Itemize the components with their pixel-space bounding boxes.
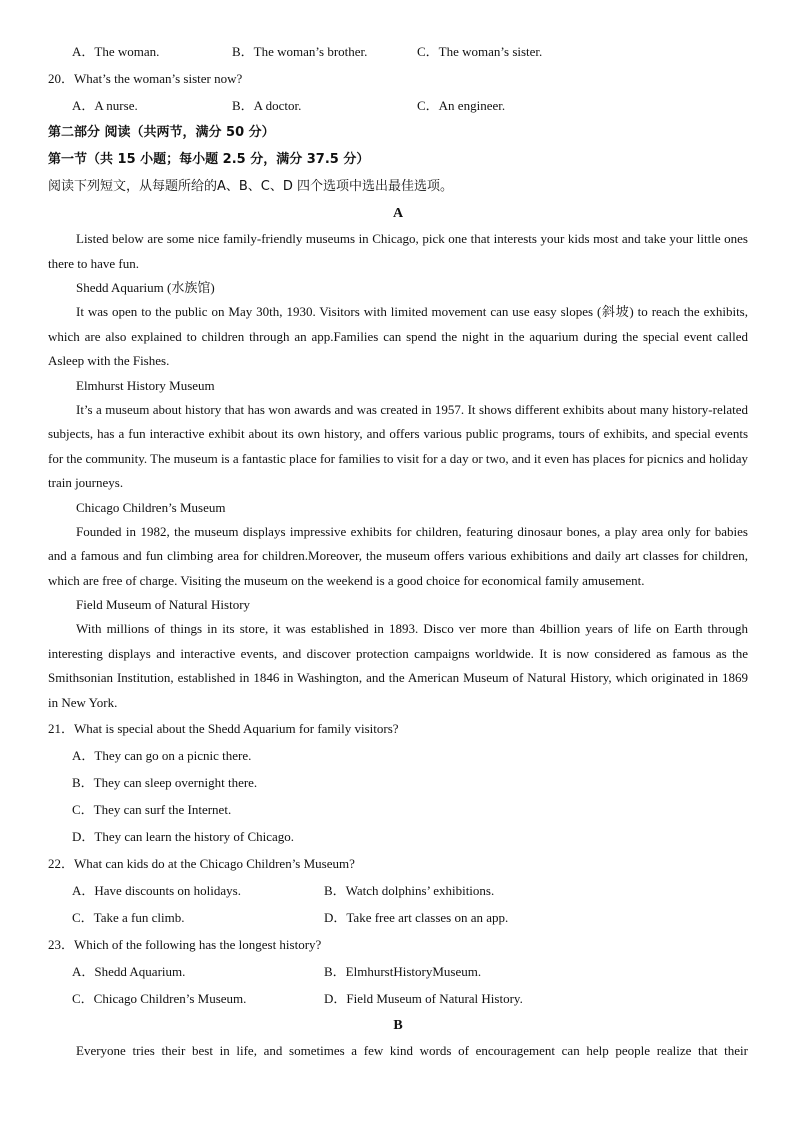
- q20-option-c[interactable]: C．An engineer.: [417, 98, 506, 113]
- q21-option-c[interactable]: C．They can surf the Internet.: [72, 802, 232, 817]
- q20-stem: 20．What’s the woman’s sister now?: [48, 71, 243, 86]
- passage-b-label: B: [393, 1018, 403, 1033]
- q21-option-d[interactable]: D．They can learn the history of Chicago.: [72, 829, 295, 844]
- q23-option-b[interactable]: B．ElmhurstHistoryMuseum.: [324, 964, 482, 979]
- museum-text-elmhurst: It’s a museum about history that has won awards and was created in 1957. It shows different exhibits about many history-related subjects, has a fun interactive exhibit about its own history, and offers various public programs, tours of exhibits, and special events for the community. The museum is a fantastic place for families to visit for a day or two, and it even has places for picnics and holiday train journeys.: [48, 401, 748, 490]
- q21-option-b[interactable]: B．They can sleep overnight there.: [72, 775, 258, 790]
- passage-b-intro: Everyone tries their best in life, and sometimes a few kind words of encouragement can help people realize that their: [76, 1043, 748, 1058]
- museum-name-shedd: Shedd Aquarium (水族馆): [76, 280, 215, 295]
- q20-option-b[interactable]: B．A doctor.: [232, 98, 302, 113]
- q20-option-a[interactable]: A．A nurse.: [72, 98, 138, 113]
- q22-option-b[interactable]: B．Watch dolphins’ exhibitions.: [324, 883, 495, 898]
- q23-stem: 23．Which of the following has the longest history?: [48, 937, 322, 952]
- instruction: 阅读下列短文，从每题所给的A、B、C、D 四个选项中选出最佳选项。: [48, 179, 454, 194]
- q22-option-c[interactable]: C．Take a fun climb.: [72, 910, 185, 925]
- q21-stem: 21．What is special about the Shedd Aquarium for family visitors?: [48, 721, 399, 736]
- q23-option-d[interactable]: D．Field Museum of Natural History.: [324, 991, 523, 1006]
- section1-heading: 第一节（共 15 小题；每小题 2.5 分，满分 37.5 分）: [48, 152, 370, 167]
- museum-name-field: Field Museum of Natural History: [76, 597, 251, 612]
- q22-option-d[interactable]: D．Take free art classes on an app.: [324, 910, 509, 925]
- q23-options-row1: [48, 958, 748, 985]
- museum-name-childrens: Chicago Children’s Museum: [76, 499, 226, 515]
- q19-option-a[interactable]: A．The woman.: [72, 44, 160, 59]
- q22-stem: 22．What can kids do at the Chicago Children’s Museum?: [48, 856, 355, 871]
- exam-page: [48, 38, 748, 1064]
- q22-options-row2: [48, 904, 748, 931]
- q21-option-a[interactable]: A．They can go on a picnic there.: [72, 748, 252, 763]
- q19-options: [48, 38, 748, 65]
- passage-a-label: A: [392, 206, 404, 221]
- q19-option-c[interactable]: C．The woman’s sister.: [417, 44, 543, 59]
- museum-name-elmhurst: Elmhurst History Museum: [76, 377, 215, 393]
- part2-heading: 第二部分 阅读（共两节，满分 50 分）: [48, 125, 275, 140]
- museum-text-childrens: Founded in 1982, the museum displays impressive exhibits for children, featuring dinosaur bones, a play area only for babies and a famous and fun climbing area for children.Moreover, the museum offers various exhibitions and daily art classes for children, which are free of charge. Visiting the museum on the weekend is a good choice for economical family amusement.: [48, 523, 748, 588]
- q22-option-a[interactable]: A．Have discounts on holidays.: [72, 883, 241, 898]
- q23-option-c[interactable]: C．Chicago Children’s Museum.: [72, 991, 247, 1006]
- q20-options: [48, 92, 748, 119]
- museum-text-field: With millions of things in its store, it was established in 1893. Disco ver more than 4billion years of life on Earth through interesting displays and interactive events, and discover protection campaigns worldwide. It is now considered as famous as the Smithsonian Institution, established in 1846 in Washington, and the American Museum of Natural History, which originated in 1869 in New York.: [48, 621, 748, 710]
- q23-options-row2: [48, 985, 748, 1012]
- q23-option-a[interactable]: A．Shedd Aquarium.: [72, 964, 186, 979]
- q22-options-row1: [48, 877, 748, 904]
- q19-option-b[interactable]: B．The woman’s brother.: [232, 44, 368, 59]
- museum-text-shedd: It was open to the public on May 30th, 1930. Visitors with limited movement can use easy slopes (斜坡) to reach the exhibits, which are also explained to children through an app.Families can spend the night in the aquarium during the special event called Asleep with the Fishes.: [48, 304, 748, 368]
- passage-a-intro: Listed below are some nice family-friendly museums in Chicago, pick one that interests your kids most and take your little ones there to have fun.: [48, 231, 748, 271]
